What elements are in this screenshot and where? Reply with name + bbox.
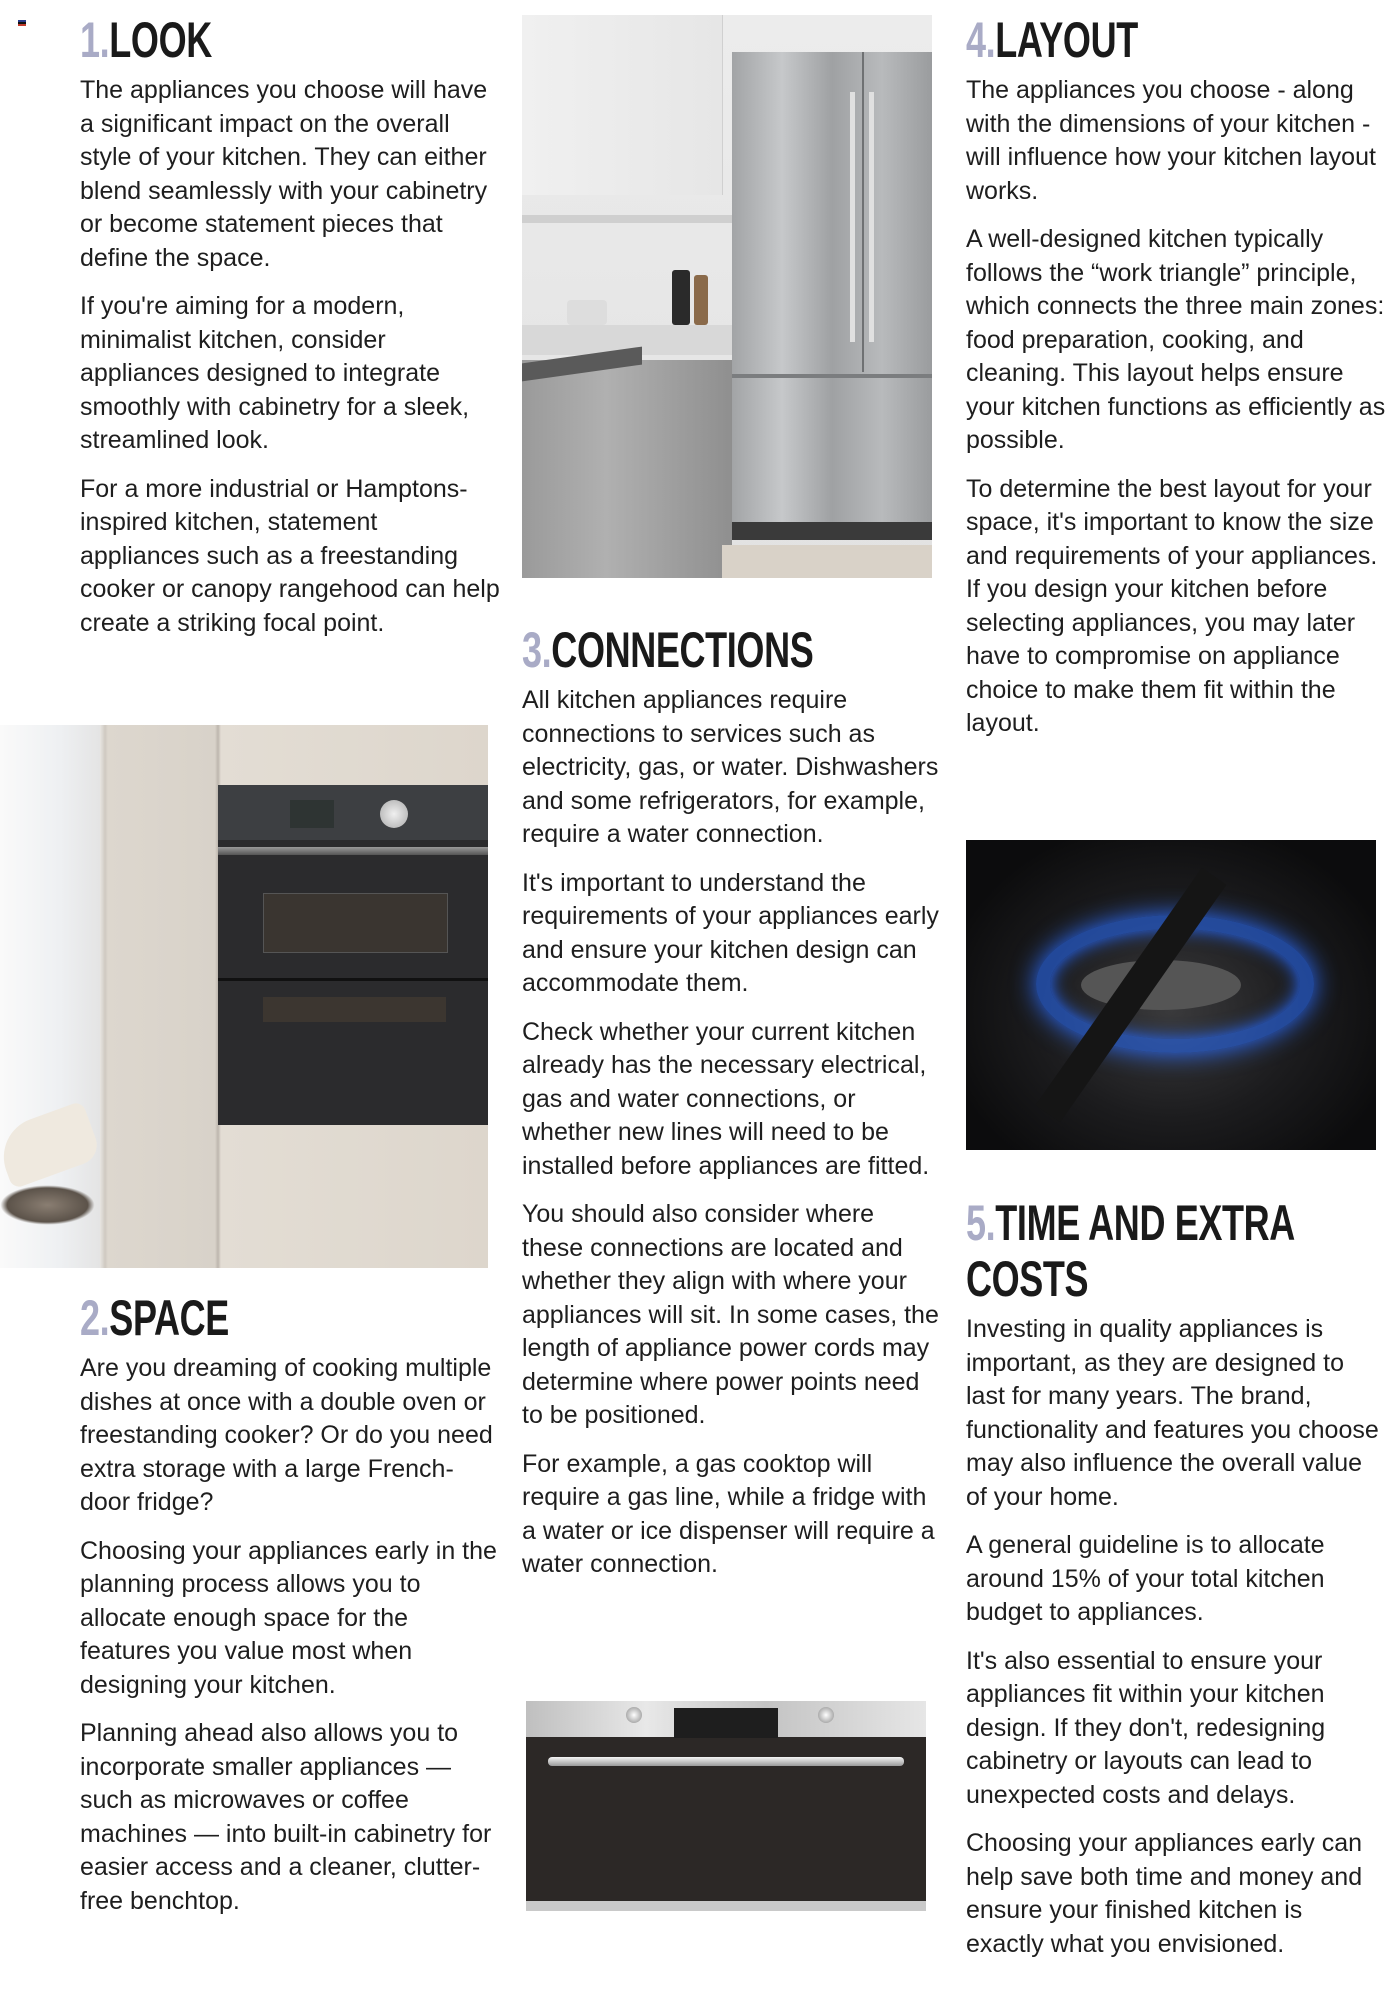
section-heading [966,1195,1369,1307]
section-title: LOOK [109,12,212,68]
paragraph: Investing in quality appliances is important, as they are designed to last for many years. The brand, functionality and features you choose may also influence the overall value of your home. [966,1315,1379,1511]
section-number: 5. [966,1195,996,1251]
paragraph: You should also consider where these connections are located and whether they align with where your appliances will sit. In some cases, the length of appliance power cords may determine where power points need to be positioned. [522,1200,939,1429]
section-time-and-extra-costs [966,1195,1386,1976]
section-title: LAYOUT [995,12,1138,68]
paragraph: It's important to understand the requirements of your appliances early and ensure your kitchen design can accommodate them. [522,868,939,997]
section-heading [522,622,824,678]
paragraph: All kitchen appliances require connections to services such as electricity, gas, or water. Dishwashers and some refrigerators, for example, require a water connection. [522,686,939,848]
section-heading [80,1290,382,1346]
paragraph: For a more industrial or Hamptons-inspired kitchen, statement appliances such as a freestanding cooker or canopy rangehood can help create a striking focal point. [80,474,500,637]
section-layout [966,12,1386,756]
section-number: 3. [522,622,552,678]
paragraph: To determine the best layout for your space, it's important to know the size and requirements of your appliances. If you design your kitchen before selecting appliances, you may later have to compromise on appliance choice to make them fit within the layout. [966,474,1378,737]
section-number: 2. [80,1290,110,1346]
section-heading [80,12,382,68]
section-connections [522,622,942,1597]
section-heading [966,12,1268,68]
french-door-fridge-photo [522,15,932,578]
paragraph: Choosing your appliances early in the planning process allows you to allocate enough space for the features you value most when designing your kitchen. [80,1536,497,1699]
section-number: 1. [80,12,110,68]
paragraph: Are you dreaming of cooking multiple dishes at once with a double oven or freestanding cooker? Or do you need extra storage with a large French-door fridge? [80,1354,493,1516]
section-look [80,12,500,655]
section-title: SPACE [109,1290,229,1346]
page-marker-icon [18,20,26,26]
gas-burner-flame-photo [966,840,1376,1150]
section-title: CONNECTIONS [551,622,814,678]
paragraph: Check whether your current kitchen already has the necessary electrical, gas and water connections, or whether new lines will need to be installed before appliances are fitted. [522,1017,930,1180]
section-title: TIME AND EXTRA COSTS [966,1195,1294,1307]
wall-oven-photo [526,1701,926,1911]
paragraph: The appliances you choose will have a significant impact on the overall style of your kitchen. They can either blend seamlessly with your cabinetry or become statement pieces that define the space. [80,76,488,272]
paragraph: A well-designed kitchen typically follows the “work triangle” principle, which connects the three main zones: food preparation, cooking, and cleaning. This layout helps ensure your kitchen functions as efficiently as possible. [966,225,1386,454]
section-space [80,1290,500,1933]
built-in-oven-photo [0,725,488,1268]
paragraph: Planning ahead also allows you to incorporate smaller appliances — such as microwaves or coffee machines — into built-in cabinetry for easier access and a cleaner, clutter-free benchtop. [80,1719,492,1915]
paragraph: The appliances you choose - along with the dimensions of your kitchen - will influence how your kitchen layout works. [966,76,1376,205]
section-number: 4. [966,12,996,68]
paragraph: Choosing your appliances early can help save both time and money and ensure your finished kitchen is exactly what you envisioned. [966,1829,1363,1958]
paragraph: A general guideline is to allocate around 15% of your total kitchen budget to appliances. [966,1531,1325,1626]
paragraph: If you're aiming for a modern, minimalist kitchen, consider appliances designed to integrate smoothly with cabinetry for a sleek, streamlined look. [80,292,470,454]
paragraph: It's also essential to ensure your appliances fit within your kitchen design. If they don't, redesigning cabinetry or layouts can lead to unexpected costs and delays. [966,1646,1326,1809]
paragraph: For example, a gas cooktop will require a gas line, while a fridge with a water or ice dispenser will require a water connection. [522,1449,935,1578]
